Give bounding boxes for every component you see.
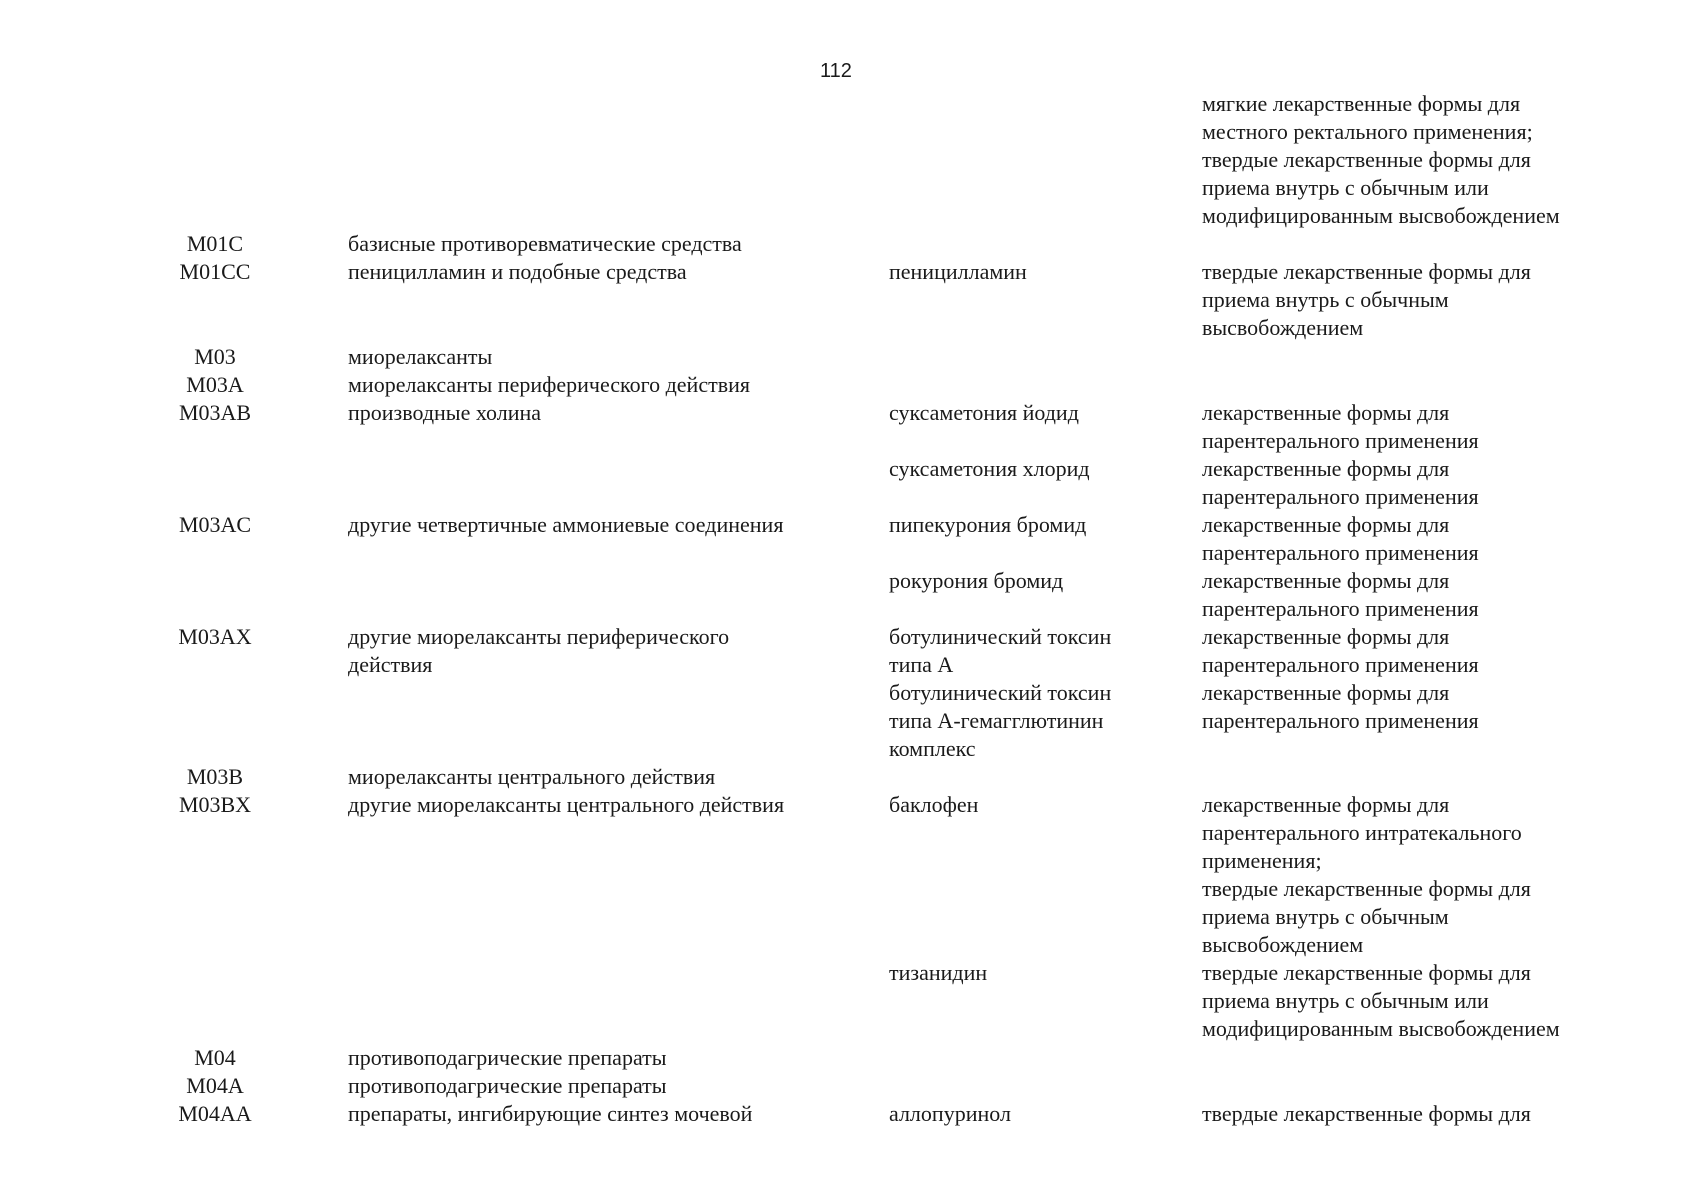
dosage-form-line: лекарственные формы для xyxy=(1202,568,1450,593)
dosage-form-line: твердые лекарственные формы для xyxy=(1202,960,1531,985)
dosage-form-line: лекарственные формы для xyxy=(1202,512,1450,537)
drug-name: баклофен xyxy=(889,792,979,817)
atc-code: M03BX xyxy=(178,792,252,817)
drug-name: суксаметония хлорид xyxy=(889,456,1090,481)
dosage-form-line: твердые лекарственные формы для xyxy=(1202,259,1531,284)
atc-group-name: другие миорелаксанты центрального действия xyxy=(348,792,785,817)
dosage-form-line: модифицированным высвобождением xyxy=(1202,1016,1560,1041)
dosage-form-line: твердые лекарственные формы для xyxy=(1202,1101,1531,1126)
dosage-form-line: парентерального применения xyxy=(1202,540,1479,565)
dosage-form-line: мягкие лекарственные формы для xyxy=(1202,91,1521,116)
dosage-form-line: твердые лекарственные формы для xyxy=(1202,876,1531,901)
dosage-form-line: парентерального применения xyxy=(1202,484,1479,509)
dosage-form-line: твердые лекарственные формы для xyxy=(1202,147,1531,172)
drug-name: типа А xyxy=(889,652,954,677)
dosage-form-line: местного ректального применения; xyxy=(1202,119,1533,144)
dosage-form-line: лекарственные формы для xyxy=(1202,456,1450,481)
atc-code: M03B xyxy=(186,764,244,789)
dosage-form-line: парентерального применения xyxy=(1202,708,1479,733)
dosage-form-line: парентерального применения xyxy=(1202,428,1479,453)
dosage-form-line: приема внутрь с обычным xyxy=(1202,287,1449,312)
dosage-form-line: парентерального применения xyxy=(1202,652,1479,677)
drug-name: суксаметония йодид xyxy=(889,400,1079,425)
drug-name: типа А-гемагглютинин xyxy=(889,708,1104,733)
dosage-form-line: парентерального применения xyxy=(1202,596,1479,621)
atc-group-name: миорелаксанты периферического действия xyxy=(348,372,750,397)
atc-group-name: пеницилламин и подобные средства xyxy=(348,259,687,284)
drug-name: комплекс xyxy=(889,736,976,761)
atc-group-name: противоподагрические препараты xyxy=(348,1073,667,1098)
atc-code: M03AB xyxy=(178,400,252,425)
dosage-form-line: применения; xyxy=(1202,848,1322,873)
dosage-form-line: лекарственные формы для xyxy=(1202,792,1450,817)
atc-group-name: миорелаксанты центрального действия xyxy=(348,764,716,789)
atc-group-name: действия xyxy=(348,652,433,677)
atc-code: M04 xyxy=(194,1045,236,1070)
dosage-form-line: приема внутрь с обычным или xyxy=(1202,988,1489,1013)
dosage-form-line: приема внутрь с обычным или xyxy=(1202,175,1489,200)
dosage-form-line: лекарственные формы для xyxy=(1202,680,1450,705)
drug-name: пипекурония бромид xyxy=(889,512,1087,537)
atc-group-name: другие миорелаксанты периферического xyxy=(348,624,730,649)
drug-name: ботулинический токсин xyxy=(889,624,1112,649)
atc-group-name: другие четвертичные аммониевые соединения xyxy=(348,512,784,537)
drug-name: рокурония бромид xyxy=(889,568,1064,593)
atc-code: M04A xyxy=(186,1073,244,1098)
dosage-form-line: модифицированным высвобождением xyxy=(1202,203,1560,228)
atc-group-name: миорелаксанты xyxy=(348,344,493,369)
atc-code: M03AX xyxy=(178,624,252,649)
drug-name: аллопуринол xyxy=(889,1101,1011,1126)
atc-code: M01CC xyxy=(179,259,251,284)
atc-code: M03A xyxy=(186,372,244,397)
atc-group-name: препараты, ингибирующие синтез мочевой xyxy=(348,1101,753,1126)
atc-group-name: производные холина xyxy=(348,400,542,425)
dosage-form-line: лекарственные формы для xyxy=(1202,400,1450,425)
drug-name: пеницилламин xyxy=(889,259,1027,284)
atc-code: M01C xyxy=(186,231,244,256)
atc-code: M03 xyxy=(194,344,236,369)
dosage-form-line: высвобождением xyxy=(1202,932,1364,957)
drug-name: ботулинический токсин xyxy=(889,680,1112,705)
page-number: 112 xyxy=(820,60,852,82)
atc-group-name: базисные противоревматические средства xyxy=(348,231,742,256)
atc-group-name: противоподагрические препараты xyxy=(348,1045,667,1070)
dosage-form-line: лекарственные формы для xyxy=(1202,624,1450,649)
atc-code: M03AC xyxy=(178,512,252,537)
atc-code: M04AA xyxy=(178,1101,252,1126)
dosage-form-line: парентерального интратекального xyxy=(1202,820,1522,845)
dosage-form-line: приема внутрь с обычным xyxy=(1202,904,1449,929)
dosage-form-line: высвобождением xyxy=(1202,315,1364,340)
drug-name: тизанидин xyxy=(889,960,988,985)
